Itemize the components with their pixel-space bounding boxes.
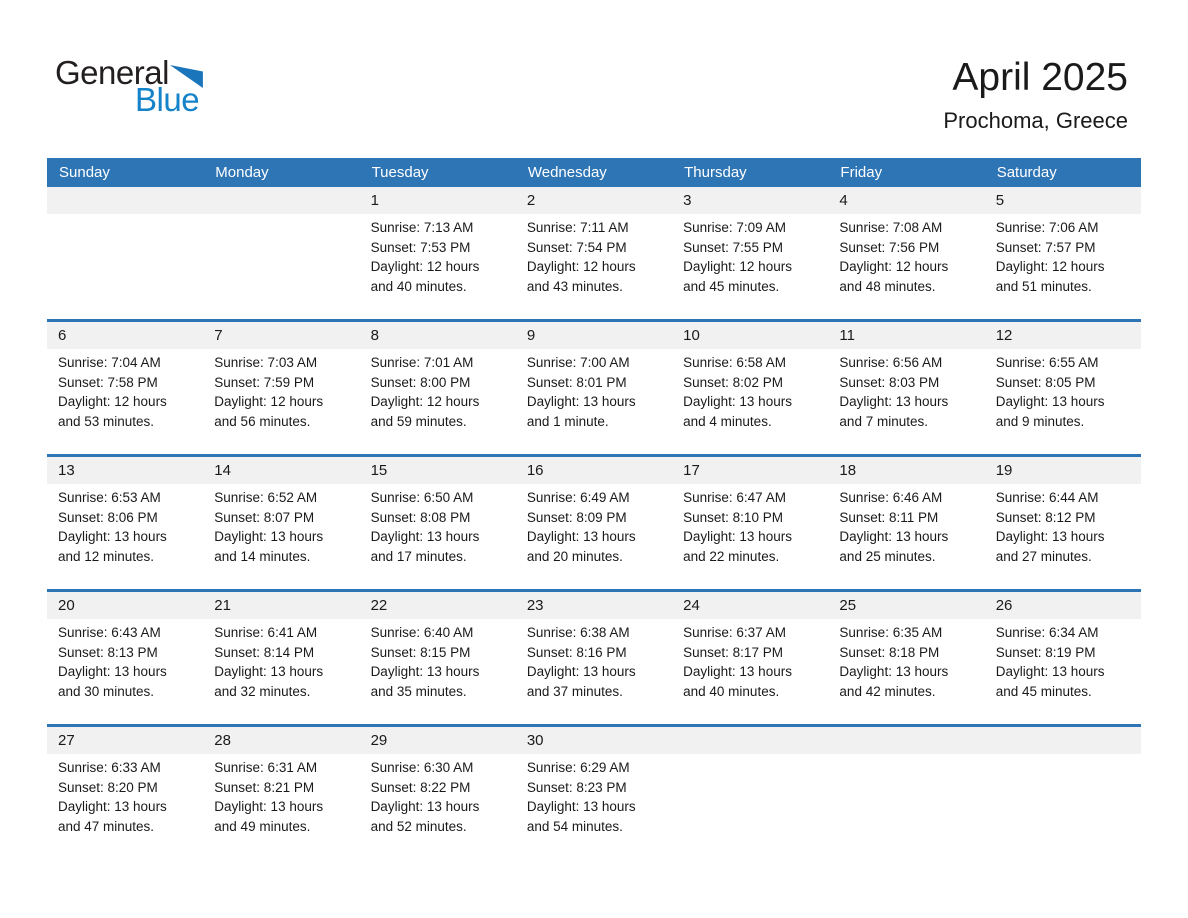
day-number: 21 (203, 592, 359, 619)
sunrise-line: Sunrise: 6:44 AM (995, 490, 1099, 505)
calendar-day-cell (828, 457, 984, 589)
sunset-line: Sunset: 8:16 PM (526, 644, 627, 660)
day-sun-info (672, 214, 828, 296)
week-row (47, 319, 1141, 454)
calendar-empty-cell (828, 727, 984, 859)
day-number: 8 (360, 322, 516, 349)
calendar-day-cell (516, 457, 672, 589)
daylight-line: and 35 minutes. (370, 683, 467, 699)
daylight-line: and 9 minutes. (995, 413, 1085, 429)
day-number: 28 (203, 727, 359, 754)
day-number (672, 727, 828, 754)
calendar-day-cell (47, 322, 203, 454)
sunset-line: Sunset: 8:21 PM (214, 779, 315, 795)
weekday-saturday: Saturday (996, 164, 1057, 181)
daylight-line: Daylight: 12 hours (214, 394, 324, 409)
calendar-day-cell (47, 592, 203, 724)
day-sun-info (360, 214, 516, 296)
day-sun-info (985, 349, 1141, 431)
daylight-line: Daylight: 13 hours (370, 529, 480, 544)
day-sun-info (47, 484, 203, 566)
weekday-friday: Friday (840, 164, 883, 181)
day-number: 15 (360, 457, 516, 484)
calendar-day-cell (828, 322, 984, 454)
day-number: 19 (985, 457, 1141, 484)
sunrise-line: Sunrise: 6:38 AM (526, 625, 630, 640)
daylight-line: and 4 minutes. (683, 413, 772, 429)
sunset-line: Sunset: 8:13 PM (58, 644, 158, 660)
day-sun-info (828, 214, 984, 296)
day-sun-info (672, 619, 828, 701)
sunrise-line: Sunrise: 6:52 AM (214, 490, 318, 505)
daylight-line: Daylight: 12 hours (370, 394, 480, 409)
sunrise-line: Sunrise: 6:43 AM (58, 625, 161, 640)
calendar-day-cell (516, 322, 672, 454)
daylight-line: and 14 minutes. (214, 548, 311, 564)
general-blue-logo (55, 54, 255, 118)
day-sun-info (828, 619, 984, 701)
location-subtitle: Prochoma, Greece (943, 108, 1128, 133)
sunset-line: Sunset: 8:17 PM (683, 644, 783, 660)
sunset-line: Sunset: 8:00 PM (370, 374, 471, 390)
day-sun-info (203, 754, 359, 836)
sunrise-line: Sunrise: 6:53 AM (58, 490, 161, 505)
day-number: 3 (672, 187, 828, 214)
daylight-line: and 45 minutes. (995, 683, 1092, 699)
sunrise-line: Sunrise: 6:41 AM (214, 625, 318, 640)
day-sun-info (516, 214, 672, 296)
logo-text-general: General (55, 54, 169, 91)
sunrise-line: Sunrise: 6:49 AM (526, 490, 630, 505)
day-number: 6 (47, 322, 203, 349)
calendar-day-cell (203, 322, 359, 454)
day-sun-info (203, 619, 359, 701)
day-sun-info (985, 214, 1141, 296)
day-number: 7 (203, 322, 359, 349)
day-number: 10 (672, 322, 828, 349)
sunrise-line: Sunrise: 6:58 AM (683, 355, 786, 370)
day-number (985, 727, 1141, 754)
daylight-line: and 56 minutes. (214, 413, 311, 429)
day-number (828, 727, 984, 754)
daylight-line: and 40 minutes. (370, 278, 467, 294)
day-number: 25 (828, 592, 984, 619)
day-number: 4 (828, 187, 984, 214)
daylight-line: Daylight: 13 hours (995, 529, 1105, 544)
sunrise-line: Sunrise: 7:04 AM (58, 355, 161, 370)
day-sun-info (516, 754, 672, 836)
sunrise-line: Sunrise: 6:35 AM (839, 625, 943, 640)
day-number: 16 (516, 457, 672, 484)
day-sun-info (47, 754, 203, 836)
sunset-line: Sunset: 7:56 PM (839, 239, 940, 255)
day-number: 17 (672, 457, 828, 484)
day-sun-info (360, 484, 516, 566)
sunrise-line: Sunrise: 7:01 AM (370, 355, 474, 370)
day-number: 22 (360, 592, 516, 619)
daylight-line: Daylight: 13 hours (839, 664, 949, 679)
daylight-line: Daylight: 13 hours (214, 529, 324, 544)
calendar-day-cell (203, 592, 359, 724)
day-number: 20 (47, 592, 203, 619)
calendar-day-cell (672, 592, 828, 724)
daylight-line: Daylight: 12 hours (995, 259, 1105, 274)
weekday-header-row (47, 158, 1141, 187)
day-sun-info (672, 349, 828, 431)
daylight-line: Daylight: 13 hours (214, 664, 324, 679)
day-number: 12 (985, 322, 1141, 349)
calendar-day-cell (203, 457, 359, 589)
week-row (47, 454, 1141, 589)
daylight-line: and 37 minutes. (526, 683, 623, 699)
sunset-line: Sunset: 7:54 PM (526, 239, 627, 255)
day-number (47, 187, 203, 214)
page-header (0, 0, 1188, 158)
day-number: 1 (360, 187, 516, 214)
day-number: 14 (203, 457, 359, 484)
calendar-empty-cell (985, 727, 1141, 859)
sunrise-line: Sunrise: 6:31 AM (214, 760, 318, 775)
sunset-line: Sunset: 8:10 PM (683, 509, 783, 525)
calendar-day-cell (672, 457, 828, 589)
sunset-line: Sunset: 8:20 PM (58, 779, 158, 795)
day-sun-info (985, 484, 1141, 566)
day-number: 27 (47, 727, 203, 754)
daylight-line: and 30 minutes. (58, 683, 155, 699)
daylight-line: and 49 minutes. (214, 818, 311, 834)
sunrise-line: Sunrise: 6:46 AM (839, 490, 943, 505)
daylight-line: and 51 minutes. (995, 278, 1092, 294)
sunrise-line: Sunrise: 6:34 AM (995, 625, 1099, 640)
calendar-day-cell (360, 592, 516, 724)
sunset-line: Sunset: 8:14 PM (214, 644, 315, 660)
daylight-line: and 17 minutes. (370, 548, 467, 564)
sunrise-line: Sunrise: 7:09 AM (683, 220, 786, 235)
sunrise-line: Sunrise: 6:30 AM (370, 760, 474, 775)
daylight-line: Daylight: 13 hours (58, 529, 167, 544)
sunset-line: Sunset: 7:58 PM (58, 374, 158, 390)
sunrise-line: Sunrise: 7:00 AM (526, 355, 630, 370)
calendar-empty-cell (672, 727, 828, 859)
weekday-sunday: Sunday (59, 164, 110, 181)
calendar-day-cell (672, 187, 828, 319)
daylight-line: and 48 minutes. (839, 278, 936, 294)
daylight-line: Daylight: 12 hours (370, 259, 480, 274)
day-sun-info (47, 619, 203, 701)
daylight-line: Daylight: 13 hours (214, 799, 324, 814)
calendar-day-cell (47, 727, 203, 859)
day-number: 30 (516, 727, 672, 754)
sunrise-line: Sunrise: 7:13 AM (370, 220, 474, 235)
calendar-day-cell (360, 457, 516, 589)
calendar-day-cell (985, 592, 1141, 724)
sunset-line: Sunset: 8:22 PM (370, 779, 471, 795)
day-number: 5 (985, 187, 1141, 214)
sunset-line: Sunset: 7:55 PM (683, 239, 783, 255)
daylight-line: and 53 minutes. (58, 413, 155, 429)
calendar-day-cell (360, 322, 516, 454)
daylight-line: and 52 minutes. (370, 818, 467, 834)
daylight-line: Daylight: 13 hours (683, 394, 792, 409)
calendar-day-cell (516, 727, 672, 859)
sunrise-line: Sunrise: 7:03 AM (214, 355, 318, 370)
week-row (47, 187, 1141, 319)
daylight-line: Daylight: 13 hours (526, 529, 636, 544)
daylight-line: Daylight: 13 hours (58, 664, 167, 679)
sunrise-line: Sunrise: 6:55 AM (995, 355, 1099, 370)
sunrise-line: Sunrise: 6:40 AM (370, 625, 474, 640)
daylight-line: and 12 minutes. (58, 548, 155, 564)
day-sun-info (828, 484, 984, 566)
daylight-line: and 59 minutes. (370, 413, 467, 429)
day-sun-info (516, 349, 672, 431)
daylight-line: Daylight: 12 hours (683, 259, 792, 274)
daylight-line: Daylight: 13 hours (58, 799, 167, 814)
week-row (47, 724, 1141, 859)
sunrise-line: Sunrise: 6:33 AM (58, 760, 161, 775)
weekday-thursday: Thursday (684, 164, 747, 181)
calendar-day-cell (360, 727, 516, 859)
day-number (203, 187, 359, 214)
daylight-line: and 32 minutes. (214, 683, 311, 699)
day-number: 2 (516, 187, 672, 214)
daylight-line: and 43 minutes. (526, 278, 623, 294)
calendar-day-cell (47, 457, 203, 589)
daylight-line: and 20 minutes. (526, 548, 623, 564)
week-row (47, 589, 1141, 724)
day-number: 18 (828, 457, 984, 484)
sunset-line: Sunset: 8:15 PM (370, 644, 471, 660)
month-title: April 2025 (952, 56, 1128, 99)
day-number: 11 (828, 322, 984, 349)
day-sun-info (360, 349, 516, 431)
calendar-day-cell (516, 187, 672, 319)
weekday-monday: Monday (215, 164, 269, 181)
sunrise-line: Sunrise: 6:37 AM (683, 625, 786, 640)
daylight-line: Daylight: 13 hours (683, 529, 792, 544)
sunset-line: Sunset: 7:57 PM (995, 239, 1096, 255)
day-number: 24 (672, 592, 828, 619)
logo-text-blue: Blue (135, 81, 200, 118)
calendar-day-cell (828, 592, 984, 724)
daylight-line: Daylight: 13 hours (839, 529, 949, 544)
daylight-line: and 42 minutes. (839, 683, 936, 699)
day-sun-info (360, 754, 516, 836)
weekday-wednesday: Wednesday (527, 164, 607, 181)
day-sun-info (516, 484, 672, 566)
day-sun-info (828, 349, 984, 431)
daylight-line: and 1 minute. (526, 413, 609, 429)
calendar-empty-cell (203, 187, 359, 319)
daylight-line: Daylight: 12 hours (839, 259, 949, 274)
sunrise-line: Sunrise: 6:56 AM (839, 355, 943, 370)
calendar-day-cell (828, 187, 984, 319)
daylight-line: and 47 minutes. (58, 818, 155, 834)
daylight-line: and 45 minutes. (683, 278, 780, 294)
daylight-line: and 54 minutes. (526, 818, 623, 834)
calendar-day-cell (516, 592, 672, 724)
daylight-line: Daylight: 13 hours (995, 664, 1105, 679)
daylight-line: Daylight: 13 hours (370, 799, 480, 814)
day-sun-info (47, 349, 203, 431)
daylight-line: Daylight: 12 hours (58, 394, 167, 409)
sunrise-line: Sunrise: 6:47 AM (683, 490, 786, 505)
sunset-line: Sunset: 8:19 PM (995, 644, 1096, 660)
weekday-tuesday: Tuesday (371, 164, 429, 181)
calendar-day-cell (360, 187, 516, 319)
sunset-line: Sunset: 8:23 PM (526, 779, 627, 795)
calendar-day-cell (672, 322, 828, 454)
sunrise-line: Sunrise: 7:08 AM (839, 220, 943, 235)
daylight-line: Daylight: 13 hours (370, 664, 480, 679)
calendar-day-cell (985, 187, 1141, 319)
day-number: 9 (516, 322, 672, 349)
day-number: 23 (516, 592, 672, 619)
sunset-line: Sunset: 8:11 PM (839, 509, 939, 525)
day-sun-info (360, 619, 516, 701)
daylight-line: and 27 minutes. (995, 548, 1092, 564)
day-number: 26 (985, 592, 1141, 619)
sunset-line: Sunset: 8:06 PM (58, 509, 158, 525)
day-sun-info (672, 484, 828, 566)
daylight-line: and 40 minutes. (683, 683, 780, 699)
day-sun-info (516, 619, 672, 701)
daylight-line: and 22 minutes. (683, 548, 780, 564)
sunset-line: Sunset: 8:12 PM (995, 509, 1096, 525)
sunrise-line: Sunrise: 7:11 AM (526, 220, 629, 235)
sunset-line: Sunset: 8:01 PM (526, 374, 627, 390)
calendar-day-cell (985, 322, 1141, 454)
calendar-weeks (47, 187, 1141, 859)
day-sun-info (203, 349, 359, 431)
daylight-line: and 25 minutes. (839, 548, 936, 564)
sunrise-line: Sunrise: 6:29 AM (526, 760, 630, 775)
sunrise-line: Sunrise: 6:50 AM (370, 490, 474, 505)
sunset-line: Sunset: 8:09 PM (526, 509, 627, 525)
sunrise-line: Sunrise: 7:06 AM (995, 220, 1099, 235)
daylight-line: Daylight: 13 hours (526, 664, 636, 679)
daylight-line: Daylight: 13 hours (839, 394, 949, 409)
day-number: 29 (360, 727, 516, 754)
sunset-line: Sunset: 7:53 PM (370, 239, 471, 255)
daylight-line: Daylight: 13 hours (526, 799, 636, 814)
sunset-line: Sunset: 8:03 PM (839, 374, 940, 390)
day-sun-info (203, 484, 359, 566)
day-sun-info (985, 619, 1141, 701)
sunset-line: Sunset: 8:07 PM (214, 509, 315, 525)
sunset-line: Sunset: 8:08 PM (370, 509, 471, 525)
daylight-line: Daylight: 13 hours (995, 394, 1105, 409)
day-number: 13 (47, 457, 203, 484)
calendar-empty-cell (47, 187, 203, 319)
sunset-line: Sunset: 7:59 PM (214, 374, 315, 390)
calendar-day-cell (203, 727, 359, 859)
daylight-line: Daylight: 12 hours (526, 259, 636, 274)
daylight-line: Daylight: 13 hours (683, 664, 792, 679)
calendar-day-cell (985, 457, 1141, 589)
daylight-line: Daylight: 13 hours (526, 394, 636, 409)
daylight-line: and 7 minutes. (839, 413, 928, 429)
calendar-table (47, 158, 1141, 859)
sunset-line: Sunset: 8:18 PM (839, 644, 940, 660)
sunset-line: Sunset: 8:02 PM (683, 374, 783, 390)
sunset-line: Sunset: 8:05 PM (995, 374, 1096, 390)
